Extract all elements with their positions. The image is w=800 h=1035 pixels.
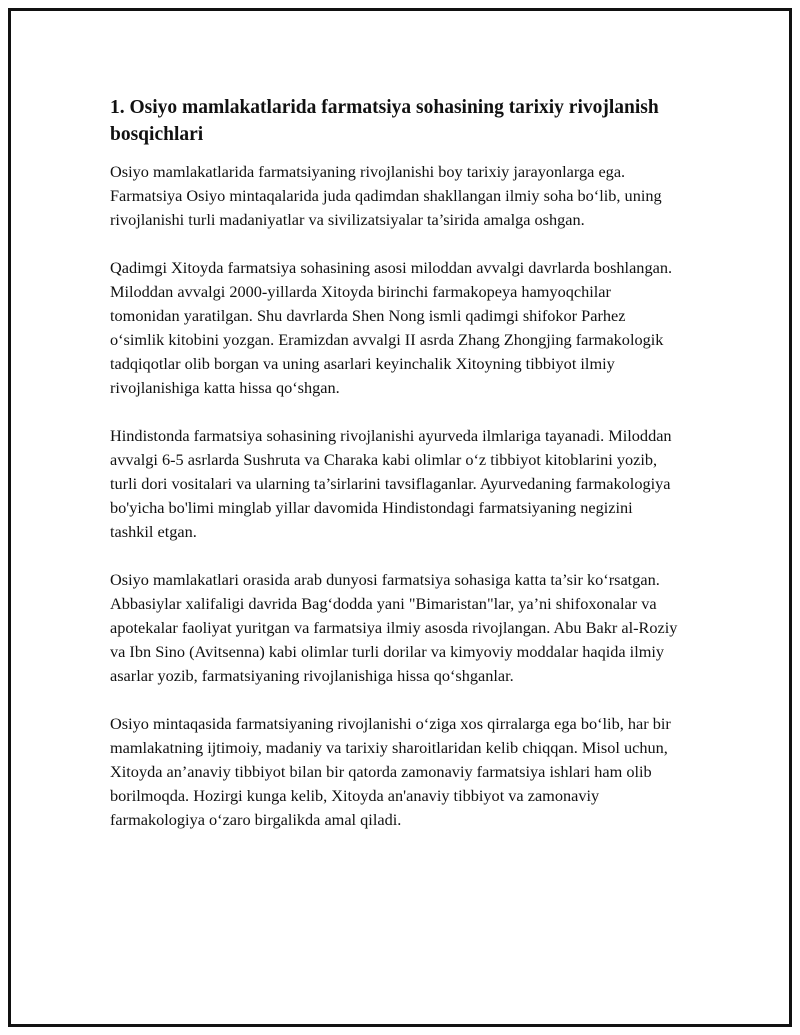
section-heading: 1. Osiyo mamlakatlarida farmatsiya sohasining tarixiy rivojlanish bosqichlari xyxy=(110,97,659,145)
paragraph-china: Qadimgi Xitoyda farmatsiya sohasining asosi miloddan avvalgi davrlarda boshlangan. Miloddan avvalgi 2000-yillarda Xitoyda birinchi farmakopeya hamyoqchilar tomonidan yaratilgan. Shu davrlarda Shen Nong ismli qadimgi shifokor Parhez o‘simlik kitobini yozgan. Eramizdan avvalgi II asrda Zhang Zhongjing farmakologik tadqiqotlar olib borgan va uning asarlari keyinchalik Xitoyning tibbiyot ilmiy rivojlanishiga katta hissa qo‘shgan. xyxy=(110,258,673,397)
paragraph-arab-world: Osiyo mamlakatlari orasida arab dunyosi farmatsiya sohasiga katta ta’sir ko‘rsatgan. Abbasiylar xalifaligi davrida Bag‘dodda yani "Bimaristan"lar, ya’ni shifoxonalar va apotekalar faoliyat yuritgan va farmatsiya ilmiy asosda rivojlangan. Abu Bakr al-Roziy va Ibn Sino (Avitsenna) kabi olimlar turli dorilar va kimyoviy moddalar haqida ilmiy asarlar yozib, farmatsiyaning rivojlanishiga hissa qo‘shganlar. xyxy=(110,570,678,685)
document-body xyxy=(110,94,680,856)
paragraph-conclusion: Osiyo mintaqasida farmatsiyaning rivojlanishi o‘ziga xos qirralarga ega bo‘lib, har bir mamlakatning ijtimoiy, madaniy va tarixiy sharoitlaridan kelib chiqqan. Misol uchun, Xitoyda an’anaviy tibbiyot bilan bir qatorda zamonaviy farmatsiya ishlari ham olib borilmoqda. Hozirgi kunga kelib, Xitoyda an'anaviy tibbiyot va zamonaviy farmakologiya o‘zaro birgalikda amal qiladi. xyxy=(110,714,671,829)
paragraph-india: Hindistonda farmatsiya sohasining rivojlanishi ayurveda ilmlariga tayanadi. Miloddan avvalgi 6-5 asrlarda Sushruta va Charaka kabi olimlar o‘z tibbiyot kitoblarini yozib, turli dori vositalari va ularning ta’sirlarini tavsiflaganlar. Ayurvedaning farmakologiya bo'yicha bo'limi minglab yillar davomida Hindistondagi farmatsiyaning negizini tashkil etgan. xyxy=(110,426,672,541)
paragraph-intro: Osiyo mamlakatlarida farmatsiyaning rivojlanishi boy tarixiy jarayonlarga ega. Farmatsiya Osiyo mintaqalarida juda qadimdan shakllangan ilmiy soha bo‘lib, uning rivojlanishi turli madaniyatlar va sivilizatsiyalar ta’sirida amalga oshgan. xyxy=(110,162,662,229)
